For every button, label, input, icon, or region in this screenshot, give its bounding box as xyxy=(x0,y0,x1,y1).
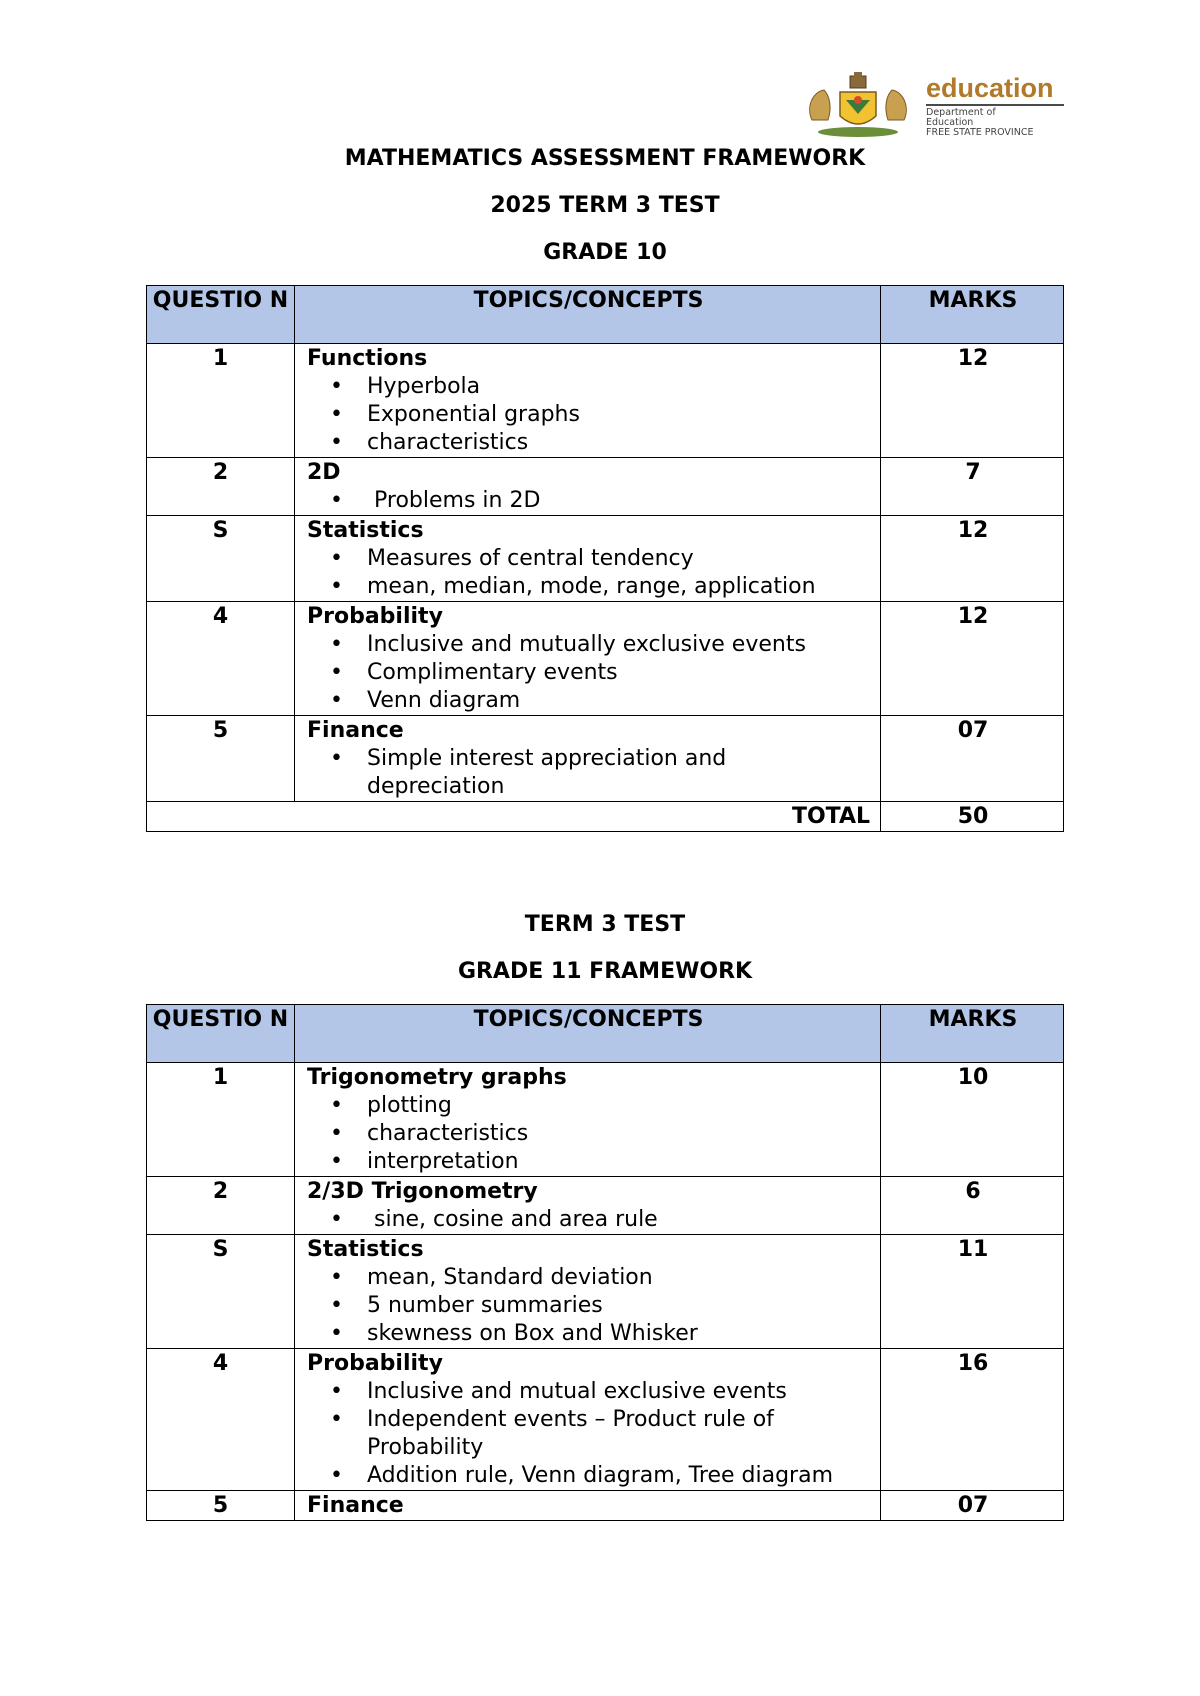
marks-value: 16 xyxy=(881,1349,1064,1491)
topic-cell xyxy=(295,1491,881,1521)
marks-value: 12 xyxy=(881,516,1064,602)
marks-value: 07 xyxy=(881,716,1064,802)
table-row xyxy=(147,1349,1064,1491)
concept-item: • Hyperbola xyxy=(367,373,870,401)
concept-item: • characteristics xyxy=(367,1120,870,1148)
concept-item: • Complimentary events xyxy=(367,659,870,687)
table-row xyxy=(147,458,1064,516)
table-row xyxy=(147,344,1064,458)
topic-cell xyxy=(295,716,881,802)
topic-cell xyxy=(295,344,881,458)
topic-title: Probability xyxy=(307,1351,443,1376)
logo-line-1: Department of xyxy=(926,107,996,118)
topic-title: Statistics xyxy=(307,518,424,543)
logo-line-3: FREE STATE PROVINCE xyxy=(926,127,1034,138)
topics-column-header: TOPICS/CONCEPTS xyxy=(295,1005,881,1063)
concept-list xyxy=(307,373,870,457)
concept-item: • mean, Standard deviation xyxy=(367,1264,870,1292)
topic-title: Functions xyxy=(307,346,428,371)
question-number: 2 xyxy=(147,458,295,516)
marks-value: 12 xyxy=(881,602,1064,716)
topic-title: Trigonometry graphs xyxy=(307,1065,567,1090)
grade-11-heading: GRADE 11 FRAMEWORK xyxy=(457,959,753,984)
topic-title: Finance xyxy=(307,1493,404,1518)
topic-title: 2/3D Trigonometry xyxy=(307,1179,538,1204)
concept-item: • sine, cosine and area rule xyxy=(367,1206,870,1234)
topic-title: 2D xyxy=(307,460,341,485)
concept-item: • Measures of central tendency xyxy=(367,545,870,573)
concept-item: • Simple interest appreciation and depreciation xyxy=(367,745,870,801)
logo-divider xyxy=(926,104,1064,106)
table-row xyxy=(147,1177,1064,1235)
table-row xyxy=(147,602,1064,716)
question-number: 4 xyxy=(147,1349,295,1491)
total-row xyxy=(147,802,1064,832)
concept-list xyxy=(307,545,870,601)
concept-list xyxy=(307,1264,870,1348)
topic-cell xyxy=(295,516,881,602)
test-title: 2025 TERM 3 TEST xyxy=(490,193,720,218)
grade-10-heading: GRADE 10 xyxy=(543,240,667,265)
question-number: S xyxy=(147,516,295,602)
question-number: S xyxy=(147,1235,295,1349)
question-number: 2 xyxy=(147,1177,295,1235)
question-number: 5 xyxy=(147,1491,295,1521)
table-row xyxy=(147,1235,1064,1349)
concept-list xyxy=(307,745,870,801)
concept-list xyxy=(307,1092,870,1176)
table-row xyxy=(147,716,1064,802)
topic-cell xyxy=(295,1349,881,1491)
concept-list xyxy=(307,1206,870,1234)
marks-value: 07 xyxy=(881,1491,1064,1521)
concept-item: • Venn diagram xyxy=(367,687,870,715)
topic-cell xyxy=(295,602,881,716)
topic-title: Finance xyxy=(307,718,404,743)
concept-item: • interpretation xyxy=(367,1148,870,1176)
concept-item: • plotting xyxy=(367,1092,870,1120)
table-header-row xyxy=(147,1005,1064,1063)
marks-value: 7 xyxy=(881,458,1064,516)
concept-item: • Exponential graphs xyxy=(367,401,870,429)
topic-cell xyxy=(295,1063,881,1177)
marks-value: 10 xyxy=(881,1063,1064,1177)
logo-line-2: Education xyxy=(926,117,974,128)
concept-item: • Inclusive and mutually exclusive events xyxy=(367,631,870,659)
question-column-header: QUESTIO N xyxy=(147,286,295,344)
table-row xyxy=(147,1491,1064,1521)
concept-item: • Problems in 2D xyxy=(367,487,870,515)
concept-item: • Independent events – Product rule of Probability xyxy=(367,1406,870,1462)
question-number: 4 xyxy=(147,602,295,716)
department-logo xyxy=(802,70,1070,142)
logo-wordmark: education xyxy=(926,73,1054,103)
marks-column-header: MARKS xyxy=(881,1005,1064,1063)
marks-value: 6 xyxy=(881,1177,1064,1235)
marks-value: 11 xyxy=(881,1235,1064,1349)
concept-item: • mean, median, mode, range, application xyxy=(367,573,870,601)
concept-list xyxy=(307,487,870,515)
concept-item: • 5 number summaries xyxy=(367,1292,870,1320)
document-title: MATHEMATICS ASSESSMENT FRAMEWORK xyxy=(344,146,866,171)
coat-of-arms-icon xyxy=(802,70,914,140)
topic-title: Probability xyxy=(307,604,443,629)
topic-cell xyxy=(295,458,881,516)
question-number: 1 xyxy=(147,1063,295,1177)
table-row xyxy=(147,516,1064,602)
table-header-row xyxy=(147,286,1064,344)
topic-title: Statistics xyxy=(307,1237,424,1262)
marks-value: 12 xyxy=(881,344,1064,458)
concept-list xyxy=(307,631,870,715)
topics-column-header: TOPICS/CONCEPTS xyxy=(295,286,881,344)
concept-item: • Inclusive and mutual exclusive events xyxy=(367,1378,870,1406)
grade-11-framework-table xyxy=(146,1004,1064,1521)
table-row xyxy=(147,1063,1064,1177)
grade-10-framework-table xyxy=(146,285,1064,832)
question-number: 5 xyxy=(147,716,295,802)
topic-cell xyxy=(295,1235,881,1349)
total-label: TOTAL xyxy=(147,802,881,832)
topic-cell xyxy=(295,1177,881,1235)
concept-item: • Addition rule, Venn diagram, Tree diagram xyxy=(367,1462,870,1490)
question-column-header: QUESTIO N xyxy=(147,1005,295,1063)
question-number: 1 xyxy=(147,344,295,458)
concept-item: • skewness on Box and Whisker xyxy=(367,1320,870,1348)
concept-list xyxy=(307,1378,870,1490)
total-marks: 50 xyxy=(881,802,1064,832)
concept-item: • characteristics xyxy=(367,429,870,457)
marks-column-header: MARKS xyxy=(881,286,1064,344)
term-3-test-heading: TERM 3 TEST xyxy=(524,912,686,937)
